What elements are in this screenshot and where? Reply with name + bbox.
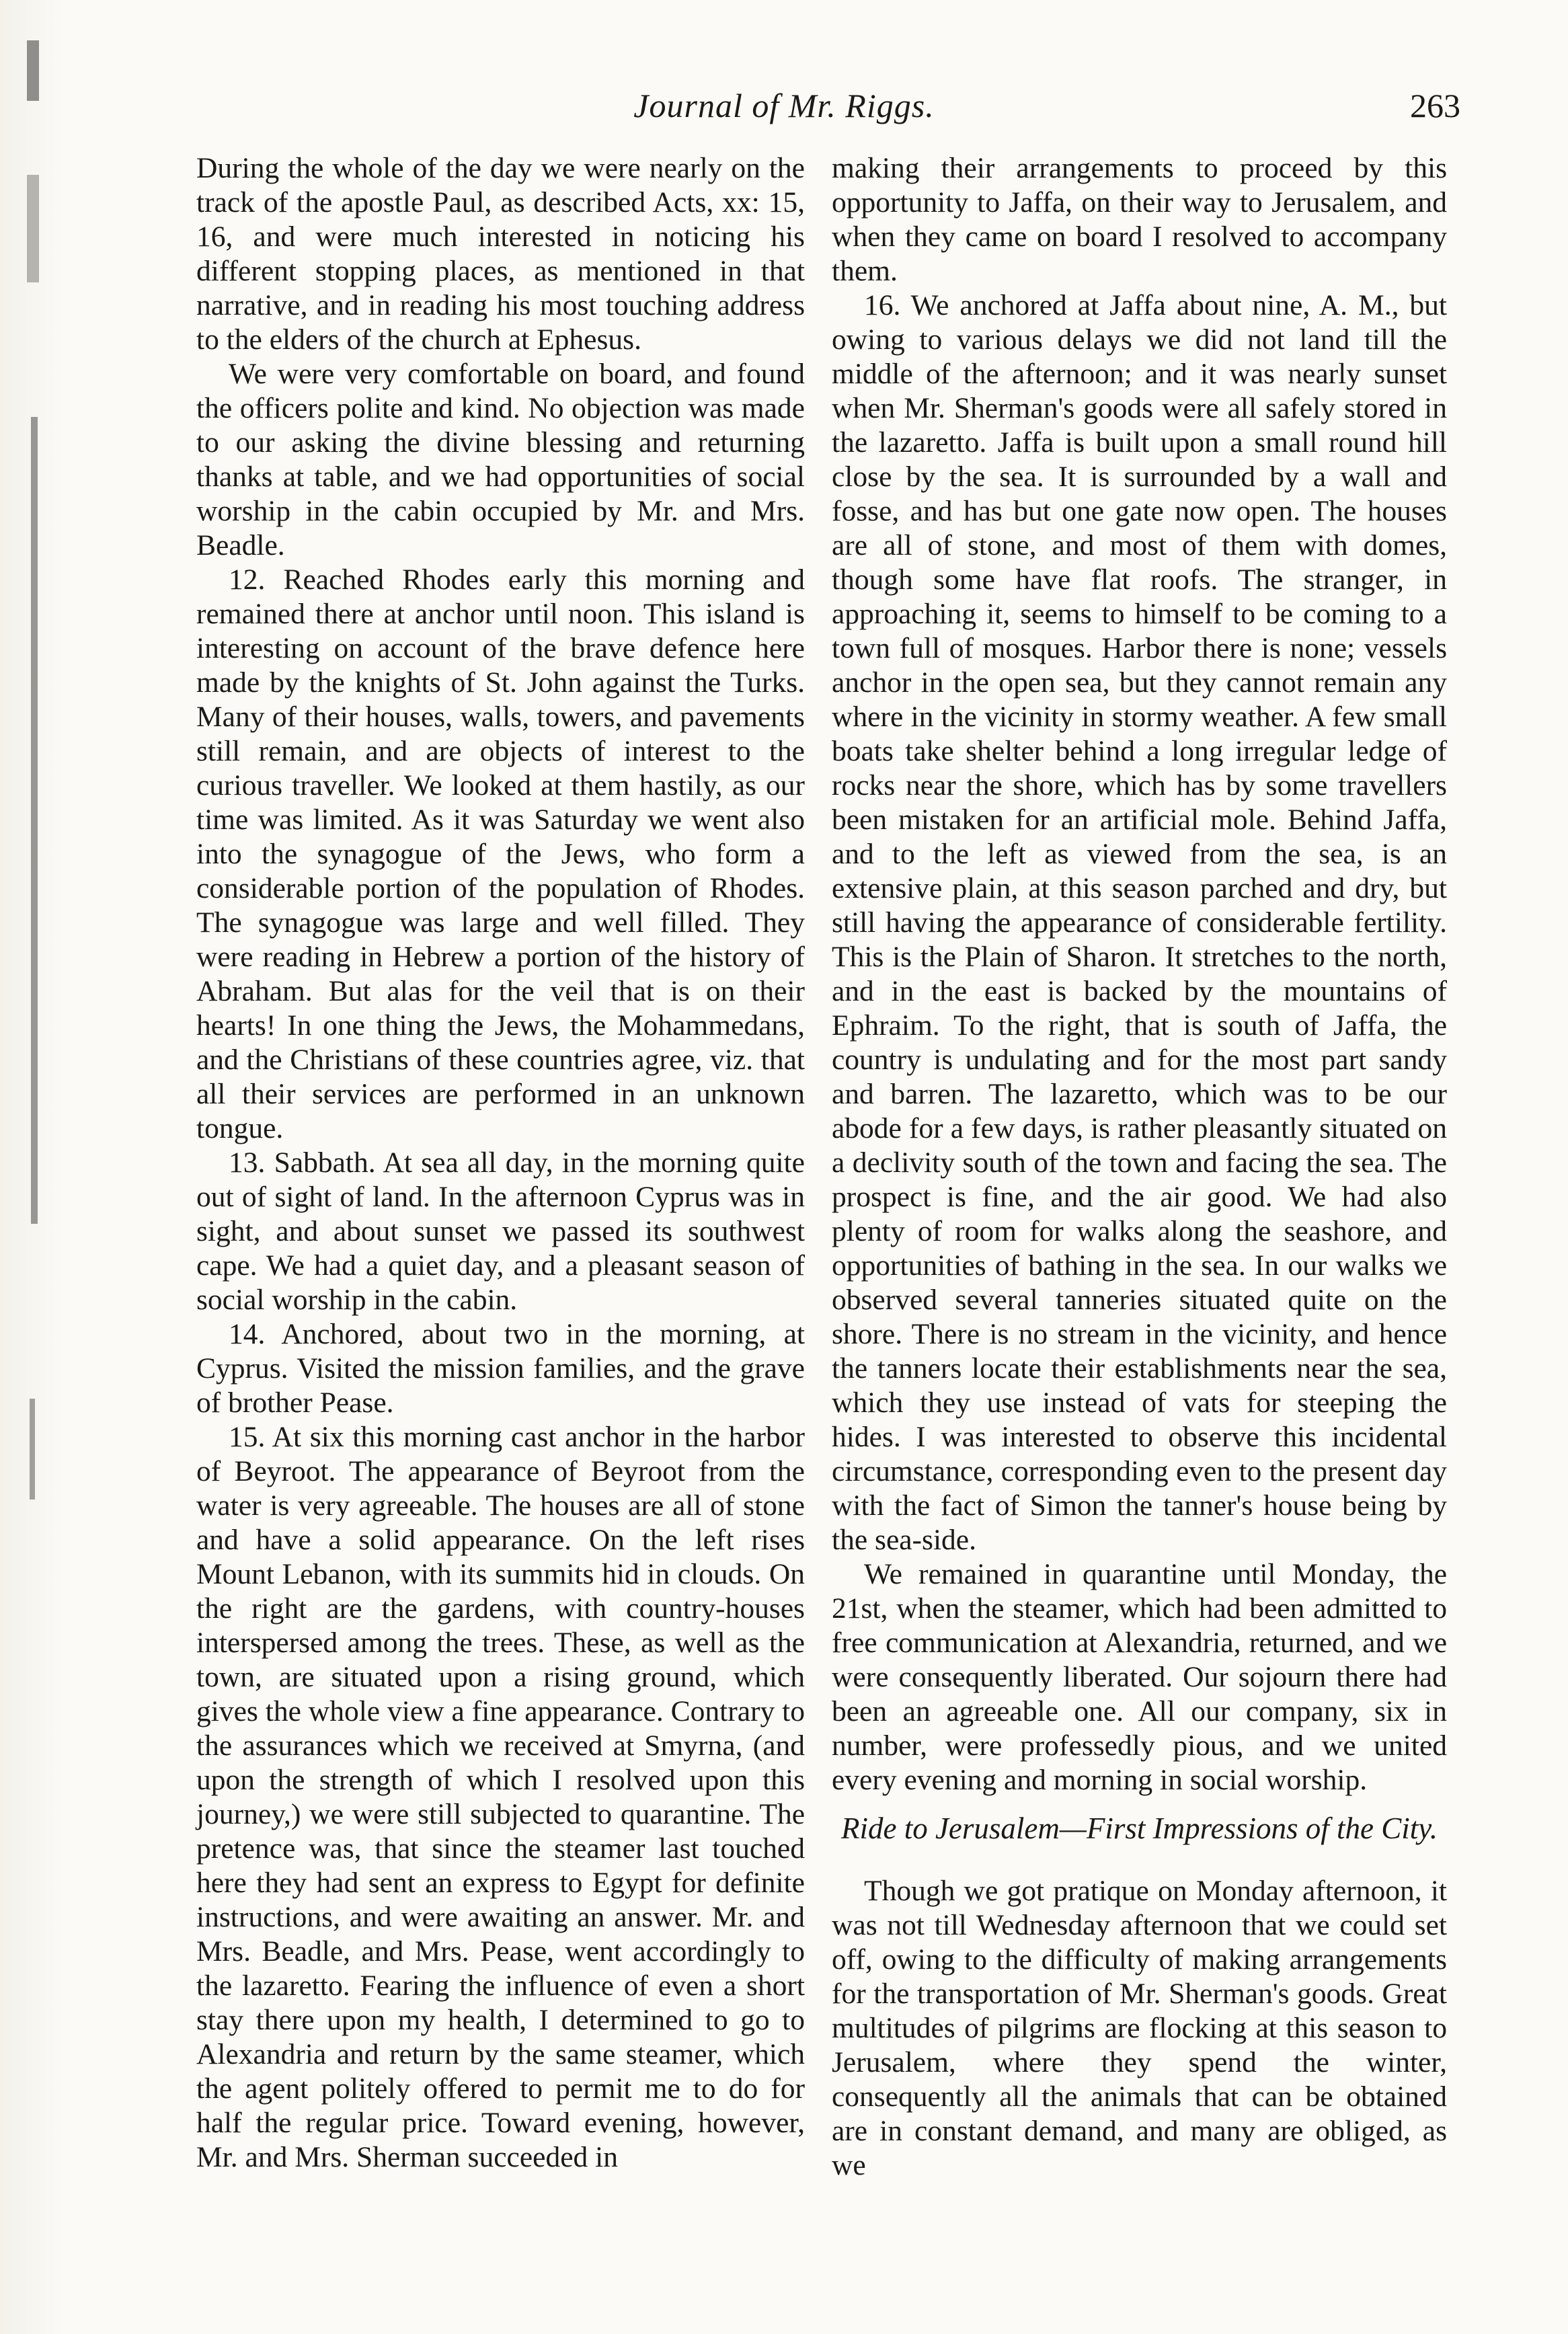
paragraph: Though we got pratique on Monday afternoon, it was not till Wednesday afternoon that we could set off, owing to the difficulty of making arrangements for the transportation of Mr. Sherman's goods. Great multitudes of pilgrims are flocking at this season to Jerusalem, where they spend the winter, consequently all the animals that can be obtained are in constant demand, and many are obliged, as we (832, 1875, 1447, 2181)
paragraph: We remained in quarantine until Monday, the 21st, when the steamer, which had been admitted to free communication at Alexandria, returned, and we were consequently liberated. Our sojourn there had been an agreeable one. All our company, six in number, were professedly pious, and we united every evening and morning in social worship. (832, 1558, 1447, 1796)
page-header (0, 86, 1568, 140)
scan-mark (27, 175, 39, 282)
running-title: Journal of Mr. Riggs. (633, 87, 935, 124)
left-column (196, 151, 805, 2175)
paragraph: During the whole of the day we were nearly on the track of the apostle Paul, as described Acts, xx: 15, 16, and were much interested in noticing his different stopping places, as mentioned in that narrative, and in reading his most touching address to the elders of the church at Ephesus. (196, 152, 805, 356)
paragraph: We were very comfortable on board, and found the officers polite and kind. No objection was made to our asking the divine blessing and returning thanks at table, and we had opportunities of social worship in the cabin occupied by Mr. and Mrs. Beadle. (196, 358, 805, 561)
page-number: 263 (1410, 87, 1460, 124)
right-column (832, 151, 1447, 2183)
section-heading: Ride to Jerusalem—First Impressions of the City. (840, 1812, 1438, 1845)
binding-gutter (0, 0, 64, 2334)
paragraph: 15. At six this morning cast anchor in the harbor of Beyroot. The appearance of Beyroot from the water is very agreeable. The houses are all of stone and have a solid appearance. On the left rises Mount Lebanon, with its summits hid in clouds. On the right are the gardens, with country-houses interspersed among the trees. These, as well as the town, are situated upon a rising ground, which gives the whole view a fine appearance. Contrary to the assurances which we received at Smyrna, (and upon the strength of which I resolved upon this journey,) we were still subjected to quarantine. The pretence was, that since the steamer last touched here they had sent an express to Egypt for definite instructions, and were awaiting an answer. Mr. and Mrs. Beadle, and Mrs. Pease, went accordingly to the lazaretto. Fearing the influence of even a short stay there upon my health, I determined to go to Alexandria and return by the same steamer, which the agent politely offered to permit me to do for half the regular price. Toward evening, however, Mr. and Mrs. Sherman succeeded in (196, 1421, 805, 2173)
paragraph: making their arrangements to proceed by this opportunity to Jaffa, on their way to Jerusalem, and when they came on board I resolved to accompany them. (832, 152, 1447, 287)
paragraph: 12. Reached Rhodes early this morning and remained there at anchor until noon. This island is interesting on account of the brave defence here made by the knights of St. John against the Turks. Many of their houses, walls, towers, and pavements still remain, and are objects of interest to the curious traveller. We looked at them hastily, as our time was limited. As it was Saturday we went also into the synagogue of the Jews, who form a considerable portion of the population of Rhodes. The synagogue was large and well filled. They were reading in Hebrew a portion of the history of Abraham. But alas for the veil that is on their hearts! In one thing the Jews, the Mohammedans, and the Christians of these countries agree, viz. that all their services are performed in an unknown tongue. (196, 563, 805, 1144)
paragraph: 14. Anchored, about two in the morning, at Cyprus. Visited the mission families, and the grave of brother Pease. (196, 1318, 805, 1419)
paragraph: 13. Sabbath. At sea all day, in the morning quite out of sight of land. In the afternoon Cyprus was in sight, and about sunset we passed its southwest cape. We had a quiet day, and a pleasant season of social worship in the cabin. (196, 1146, 805, 1316)
paragraph: 16. We anchored at Jaffa about nine, A. M., but owing to various delays we did not land till the middle of the afternoon; and it was nearly sunset when Mr. Sherman's goods were all safely stored in the lazaretto. Jaffa is built upon a small round hill close by the sea. It is surrounded by a wall and fosse, and has but one gate now open. The houses are all of stone, and most of them with domes, though some have flat roofs. The stranger, in approaching it, seems to himself to be coming to a town full of mosques. Harbor there is none; vessels anchor in the open sea, but they cannot remain any where in the vicinity in stormy weather. A few small boats take shelter behind a long irregular ledge of rocks near the shore, which has by some travellers been mistaken for an artificial mole. Behind Jaffa, and to the left as viewed from the sea, is an extensive plain, at this season parched and dry, but still having the appearance of considerable fertility. This is the Plain of Sharon. It stretches to the north, and in the east is backed by the mountains of Ephraim. To the right, that is south of Jaffa, the country is undulating and for the most part sandy and barren. The lazaretto, which was to be our abode for a few days, is rather pleasantly situated on a declivity south of the town and facing the sea. The prospect is fine, and the air good. We had also plenty of room for walks along the seashore, and opportunities of bathing in the sea. In our walks we observed several tanneries situated quite on the shore. There is no stream in the vicinity, and hence the tanners locate their establishments near the sea, which they use instead of vats for steeping the hides. I was interested to observe this incidental circumstance, corresponding even to the present day with the fact of Simon the tanner's house being by the sea-side. (832, 289, 1447, 1556)
scan-mark (30, 1399, 35, 1500)
scan-mark (31, 417, 38, 1224)
